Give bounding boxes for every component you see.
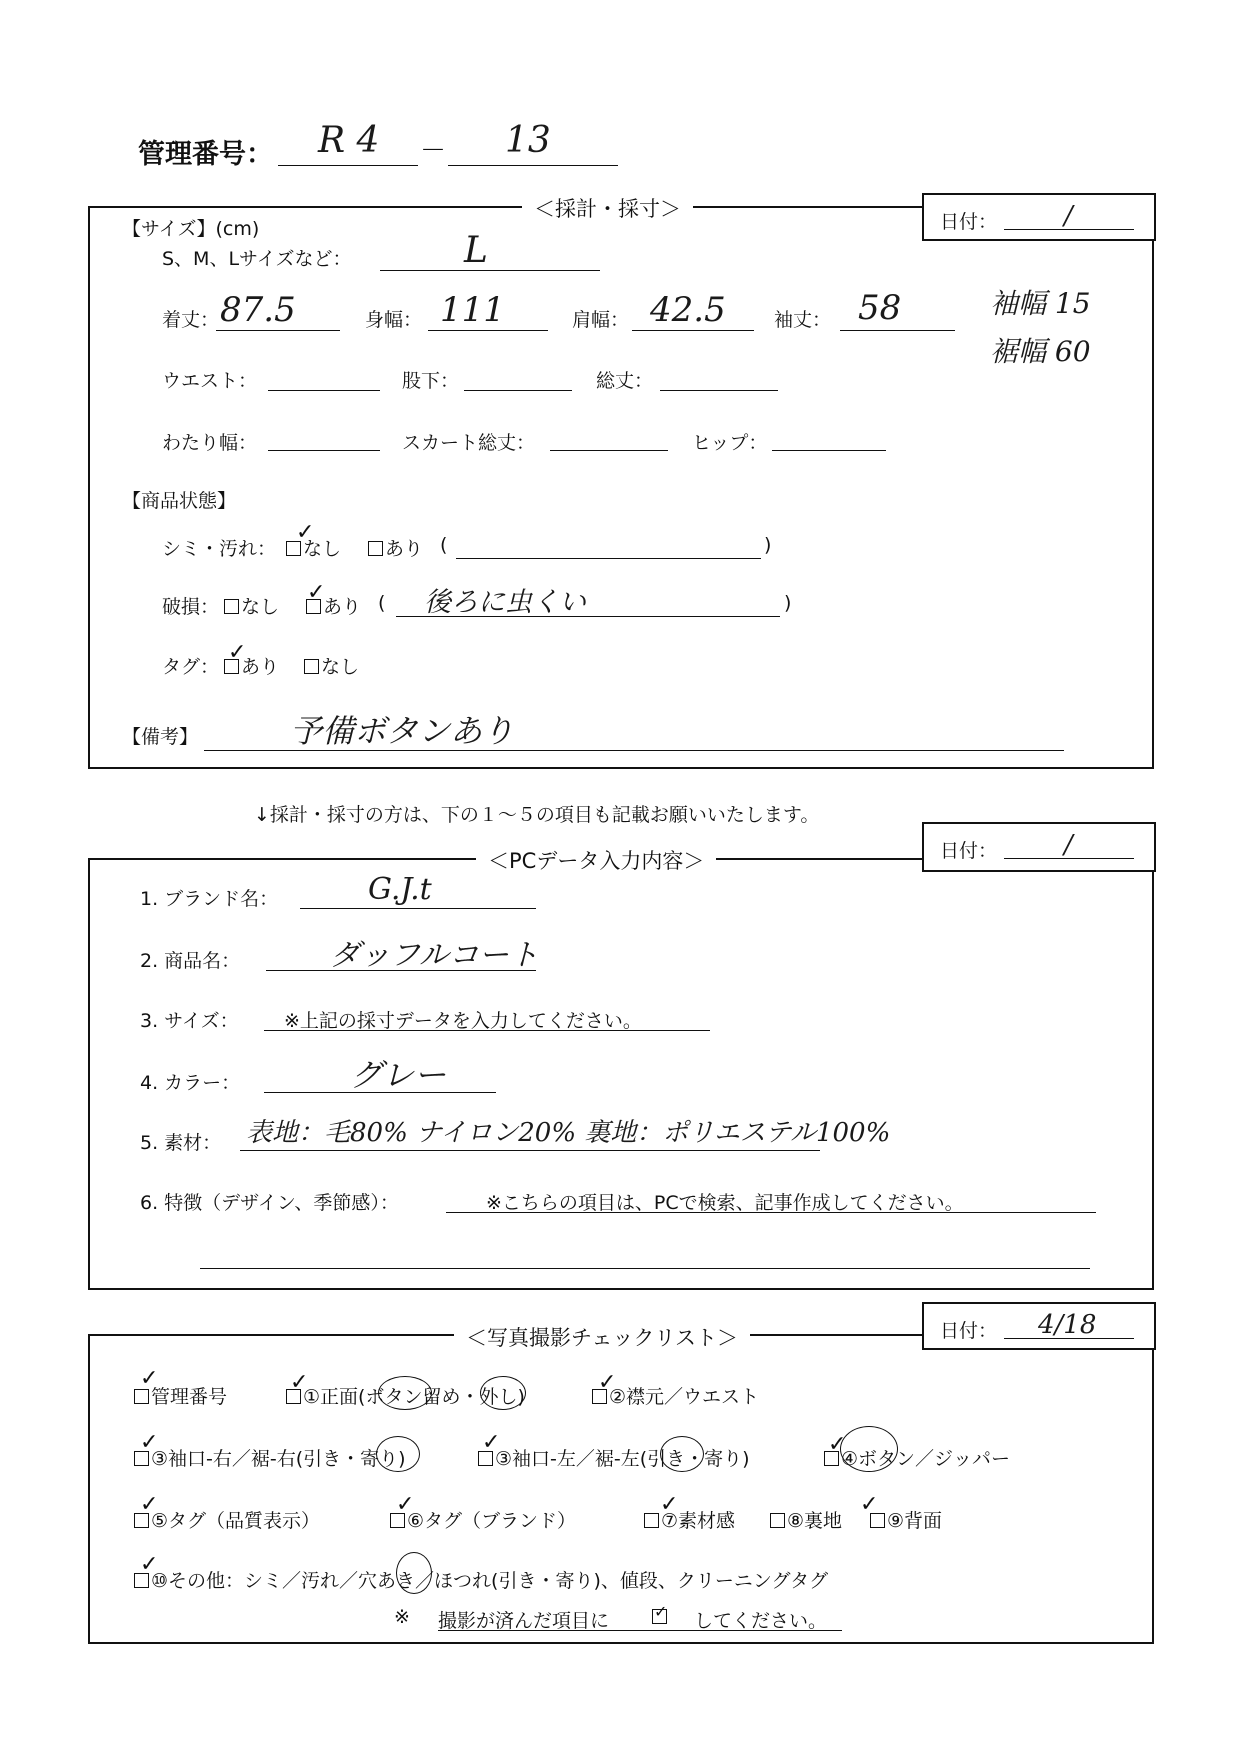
footer-post: してください。 — [694, 1610, 828, 1632]
length-value: 87.5 — [220, 290, 296, 330]
tag-none-option[interactable]: なし — [304, 652, 359, 679]
inseam-label: 股下： — [402, 370, 460, 392]
material-label: 5. 素材： — [140, 1132, 222, 1154]
measurement-date-label: 日付： — [940, 211, 998, 233]
footer-checkbox-mark-icon: ✓ — [654, 1602, 668, 1621]
note-sleeve-width: 袖幅 15 — [990, 287, 1091, 320]
brand-label: 1. ブランド名： — [140, 888, 279, 910]
check-cuff-left-icon: ✓ — [482, 1430, 501, 1455]
size-line — [264, 1030, 710, 1031]
front-open-circle — [480, 1376, 526, 1410]
stain-yes-option[interactable]: あり — [368, 534, 423, 561]
stain-paren-close: ) — [764, 534, 772, 556]
sleeve-line — [840, 330, 955, 331]
footer-line — [438, 1630, 842, 1631]
pc-data-section — [88, 858, 1154, 1290]
sleeve-label: 袖丈： — [774, 309, 832, 331]
photo-date-label: 日付： — [940, 1320, 998, 1342]
damage-detail: 後ろに虫くい — [424, 587, 586, 618]
stain-paren-open: ( — [440, 534, 448, 556]
hip-line — [772, 450, 886, 451]
pc-data-date-value: / — [1064, 830, 1073, 860]
size-type-label: S、M、Lサイズなど： — [162, 248, 352, 270]
check-collar-icon: ✓ — [598, 1370, 617, 1395]
other-hole-circle — [396, 1552, 432, 1594]
check-cuff-right-icon: ✓ — [140, 1430, 159, 1455]
remarks-line — [204, 750, 1064, 751]
front-button-circle — [378, 1376, 432, 1410]
check-front[interactable]: ①正面(ボタン留め・外し) — [286, 1382, 525, 1409]
damage-paren-open: ( — [378, 592, 386, 614]
measurement-date-box — [922, 193, 1156, 241]
size-type-value: L — [464, 230, 488, 271]
body-width-line — [428, 330, 548, 331]
check-button-zipper-icon: ✓ — [828, 1432, 847, 1457]
check-quality-tag-icon: ✓ — [140, 1492, 159, 1517]
footer-pre: 撮影が済んだ項目に — [438, 1610, 610, 1632]
check-other-icon: ✓ — [140, 1552, 159, 1577]
cuff-right-circle — [376, 1436, 420, 1472]
cuff-left-circle — [660, 1436, 704, 1472]
check-other[interactable]: ⑩その他：シミ／汚れ／穴あき／ほつれ(引き・寄り)、値段、クリーニングタグ — [134, 1566, 828, 1593]
tag-label: タグ： — [162, 656, 220, 678]
pc-data-date-label: 日付： — [940, 840, 998, 862]
check-brand-tag-icon: ✓ — [396, 1492, 415, 1517]
damage-yes-check-icon: ✓ — [307, 580, 326, 605]
pc-data-title: ＜PCデータ入力内容＞ — [476, 845, 716, 875]
features-label: 6. 特徴（デザイン、季節感）： — [140, 1192, 399, 1214]
material-value: 表地：毛80% ナイロン20% 裏地：ポリエステル100% — [246, 1118, 891, 1148]
sleeve-value: 58 — [858, 288, 902, 328]
check-brand-tag[interactable]: ⑥タグ（ブランド） — [390, 1506, 576, 1533]
condition-heading: 【商品状態】 — [122, 490, 237, 512]
total-length-line — [660, 390, 778, 391]
notice-text: ↓採計・採寸の方は、下の１～５の項目も記載お願いいたします。 — [254, 804, 820, 826]
product-name-label: 2. 商品名： — [140, 950, 241, 972]
stain-none-check-icon: ✓ — [296, 520, 315, 545]
damage-yes-option[interactable]: あり — [306, 592, 361, 619]
size-heading: 【サイズ】(cm) — [122, 218, 260, 240]
skirt-length-label: スカート総丈： — [402, 432, 536, 454]
length-line — [216, 330, 340, 331]
check-front-icon: ✓ — [290, 1370, 309, 1395]
stain-label: シミ・汚れ： — [162, 538, 277, 560]
body-width-value: 111 — [440, 290, 505, 330]
inseam-line — [464, 390, 572, 391]
photo-date-box — [922, 1302, 1156, 1350]
tag-yes-option[interactable]: あり — [224, 652, 279, 679]
check-material-icon: ✓ — [660, 1492, 679, 1517]
remarks-value: 予備ボタンあり — [290, 712, 515, 750]
damage-detail-line — [396, 616, 780, 617]
brand-value: G.J.t — [368, 872, 432, 907]
hip-label: ヒップ： — [692, 432, 768, 454]
features-line-2 — [200, 1268, 1090, 1269]
photo-checklist-section — [88, 1334, 1154, 1644]
damage-paren-close: ) — [784, 592, 792, 614]
button-zipper-circle — [840, 1426, 898, 1472]
length-label: 着丈： — [162, 309, 220, 331]
features-value: ※こちらの項目は、PCで検索、記事作成してください。 — [486, 1192, 964, 1214]
control-number-label: 管理番号： — [138, 139, 273, 170]
product-name-line — [266, 970, 536, 971]
control-number-prefix-line — [278, 165, 418, 166]
note-hem-width: 裾幅 60 — [990, 335, 1091, 368]
thigh-line — [268, 450, 380, 451]
size-value: ※上記の採寸データを入力してください。 — [284, 1010, 642, 1032]
brand-line — [300, 908, 536, 909]
check-cuff-right[interactable]: ③袖口-右／裾-右(引き・寄り) — [134, 1444, 406, 1471]
shoulder-value: 42.5 — [650, 290, 726, 330]
control-number-prefix: R 4 — [318, 120, 380, 161]
check-back-icon: ✓ — [860, 1492, 879, 1517]
control-number-value: 13 — [505, 120, 551, 161]
check-back[interactable]: ⑨背面 — [870, 1506, 942, 1533]
waist-line — [268, 390, 380, 391]
remarks-label: 【備考】 — [122, 726, 199, 748]
shoulder-line — [632, 330, 754, 331]
total-length-label: 総丈： — [596, 370, 654, 392]
damage-label: 破損： — [162, 596, 220, 618]
shoulder-label: 肩幅： — [572, 309, 630, 331]
material-line — [240, 1150, 820, 1151]
stain-none-option[interactable]: なし — [286, 534, 341, 561]
features-line — [446, 1212, 1096, 1213]
measurement-date-value: / — [1064, 201, 1073, 231]
measurement-title: ＜採計・採寸＞ — [522, 193, 693, 223]
check-button-zipper[interactable]: ④ボタン／ジッパー — [824, 1444, 1010, 1471]
control-number-value-line — [448, 165, 618, 166]
check-lining[interactable]: ⑧裏地 — [770, 1506, 842, 1533]
check-collar[interactable]: ②襟元／ウエスト — [592, 1382, 759, 1409]
skirt-length-line — [550, 450, 668, 451]
stain-detail-line — [456, 558, 761, 559]
check-quality-tag[interactable]: ⑤タグ（品質表示） — [134, 1506, 320, 1533]
footer-mark: ※ — [394, 1606, 410, 1628]
color-label: 4. カラー： — [140, 1072, 241, 1094]
color-line — [264, 1092, 496, 1093]
check-material[interactable]: ⑦素材感 — [644, 1506, 735, 1533]
thigh-label: わたり幅： — [162, 432, 258, 454]
check-control-number[interactable]: 管理番号 — [134, 1382, 227, 1409]
body-width-label: 身幅： — [365, 309, 423, 331]
check-control-number-icon: ✓ — [140, 1366, 159, 1391]
damage-none-option[interactable]: なし — [224, 592, 279, 619]
photo-checklist-title: ＜写真撮影チェックリスト＞ — [454, 1322, 750, 1352]
control-number-dash: － — [420, 136, 447, 166]
waist-label: ウエスト： — [162, 370, 258, 392]
pc-data-date-box — [922, 822, 1156, 872]
photo-date-value: 4/18 — [1038, 1310, 1097, 1340]
size-type-line — [380, 270, 600, 271]
product-name-value: ダッフルコート — [330, 938, 539, 973]
check-cuff-left[interactable]: ③袖口-左／裾-左(引き・寄り) — [478, 1444, 750, 1471]
color-value: グレー — [350, 1056, 447, 1094]
size-label: 3. サイズ： — [140, 1010, 239, 1032]
tag-yes-check-icon: ✓ — [228, 640, 247, 665]
